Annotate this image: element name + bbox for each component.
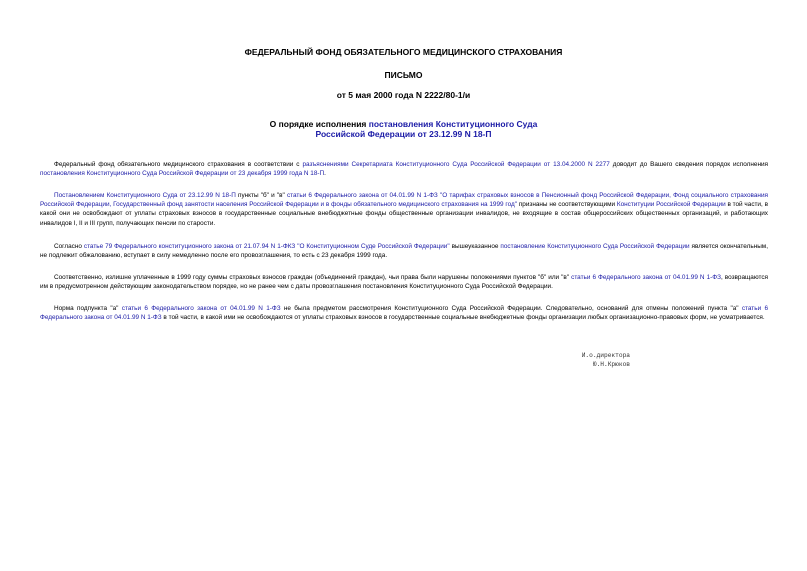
p4-text-1: Соответственно, излишне уплаченные в 1999 году суммы страховых взносов граждан (объединений граждан), чьи права были нарушены положениями пунктов "б" или "в"	[54, 274, 572, 281]
p1-text-1: Федеральный фонд обязательного медицинского страхования в соответствии с	[54, 161, 303, 168]
p3-text-3: является окончательным, не подлежит обжалованию, вступает в силу немедленно после его провозглашения, то есть с 23 декабря 1999 года.	[40, 243, 768, 260]
p1-text-2: доводит до Вашего сведения порядок исполнения	[609, 161, 768, 168]
p3-text-1: Согласно	[54, 243, 84, 250]
signature-position: И.о.директора	[581, 352, 630, 359]
signature-name: Ю.Н.Крюков	[592, 361, 630, 368]
link-secretariat-explanation[interactable]: разъяснениями Секретариата Конституционного Суда Российской Федерации от 13.04.2000 N 2277	[302, 161, 610, 168]
doc-type: ПИСЬМО	[384, 70, 423, 80]
title-prefix: О порядке исполнения	[269, 119, 369, 129]
link-resolution-18p-short[interactable]: Постановлением Конституционного Суда от 23.12.99 N 18-П	[54, 192, 236, 199]
title-link-resolution[interactable]: постановления Конституционного Суда	[368, 119, 538, 129]
paragraph-4	[40, 273, 768, 291]
p1-text-3: .	[324, 170, 326, 178]
p4-text-2: , возвращаются им в предусмотренном действующим законодательством порядке, но не ранее чем с даты провозглашения постановления Конституционного Суда Российской Федерации.	[40, 274, 769, 291]
title-link-resolution-date[interactable]: Российской Федерации от 23.12.99 N 18-П	[315, 129, 492, 139]
p5-text-2: не была предметом рассмотрения Конституционного Суда Российской Федерации. Следовательно, оснований для отмены положений пункта "а"	[280, 305, 742, 312]
doc-title	[0, 119, 807, 139]
p2-text-2: признаны не соответствующими	[517, 201, 617, 209]
p5-text-3: в той части, в какой ими не освобождаются от уплаты страховых взносов в государственные социальные внебюджетные фонды организации любых организационно-правовых форм, не усматривается.	[161, 314, 765, 322]
link-law-article-6-p4[interactable]: статьи 6 Федерального закона от 04.01.99 N 1-ФЗ	[571, 274, 721, 281]
p2-text-1: пункты "б" и "в"	[235, 192, 287, 199]
link-resolution-18p[interactable]: постановления Конституционного Суда Российской Федерации от 23 декабря 1999 года N 18-П	[40, 170, 325, 178]
link-constitution[interactable]: Конституции Российской Федерации	[616, 201, 726, 209]
paragraph-5	[40, 304, 768, 322]
p3-text-2: вышеуказанное	[449, 243, 501, 250]
p2-text-3: в той части, в какой они не освобождают от уплаты страховых взносов в государственные социальные внебюджетные фонды общественные организации инвалидов, не входящие в состав общероссийских общественных организаций, и работающих инвалидов I, II и III групп, получающих пенсии по старости.	[40, 201, 768, 227]
p5-text-1: Норма подпункта "а"	[54, 305, 122, 312]
paragraph-1	[40, 160, 768, 178]
doc-date-number: от 5 мая 2000 года N 2222/80-1/и	[336, 90, 471, 100]
paragraph-3	[40, 242, 768, 260]
org-name: ФЕДЕРАЛЬНЫЙ ФОНД ОБЯЗАТЕЛЬНОГО МЕДИЦИНСКОГО СТРАХОВАНИЯ	[244, 47, 563, 57]
link-court-resolution[interactable]: постановление Конституционного Суда Российской Федерации	[500, 243, 690, 250]
paragraph-2	[40, 191, 768, 228]
link-law-article-6-p5b[interactable]: статьи 6 Федерального закона от 04.01.99 N 1-ФЗ	[40, 305, 769, 322]
link-law-article-6-p5a[interactable]: статьи 6 Федерального закона от 04.01.99 N 1-ФЗ	[121, 305, 281, 312]
link-article-79[interactable]: статье 79 Федерального конституционного закона от 21.07.94 N 1-ФКЗ "О Конституционном Суде Российской Федерации"	[83, 243, 450, 250]
link-law-article-6[interactable]: статьи 6 Федерального закона от 04.01.99 N 1-ФЗ "О тарифах страховых взносов в Пенсионный фонд Российской Федерации, Фонд социального страхования Российской Федерации, Государственный фонд занятости населения Российской Федерации и в фонды обязательного медицинского страхования на 1999 год"	[40, 192, 768, 209]
